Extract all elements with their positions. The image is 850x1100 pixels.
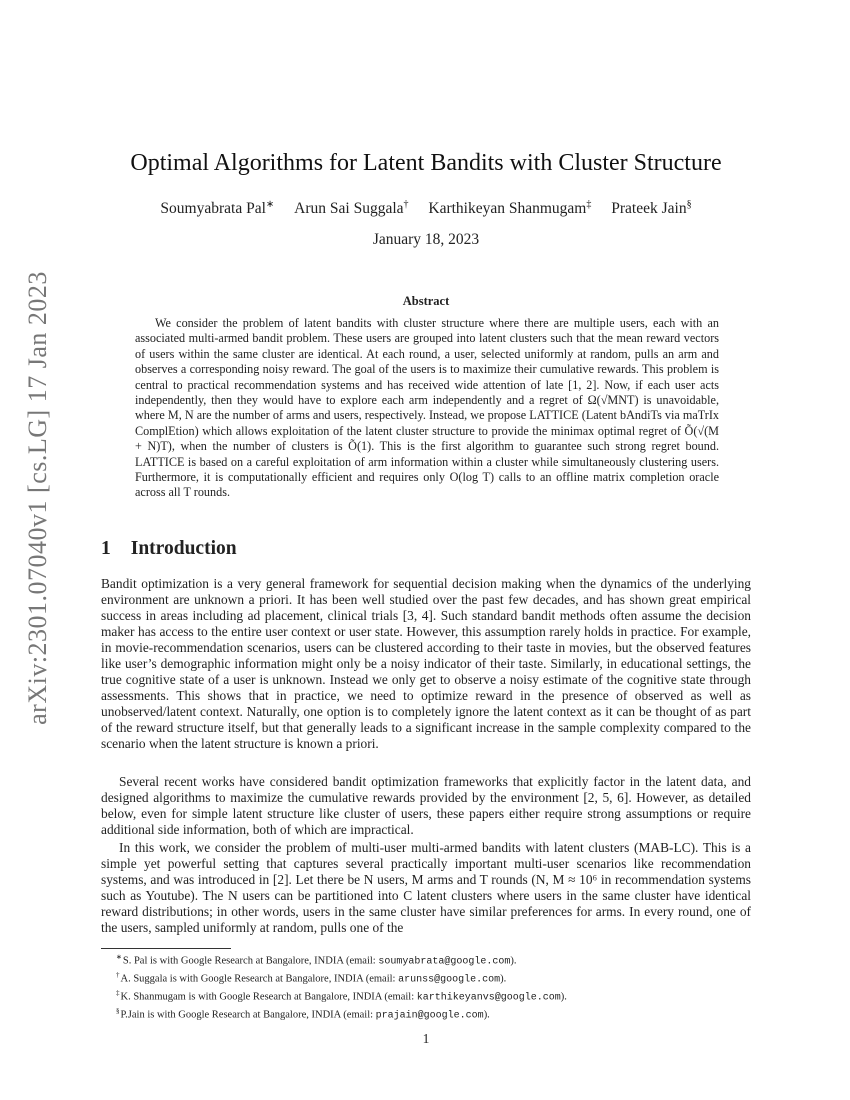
arxiv-sidebar xyxy=(18,271,58,725)
footnote-text: K. Shanmugam is with Google Research at Bangalore, INDIA (email: xyxy=(120,991,417,1003)
abstract-body: We consider the problem of latent bandits with cluster structure where there are multiple users, each with an associated multi-armed bandit problem. These users are grouped into latent clusters such that the mean reward vectors of users within the same cluster are identical. At each round, a user, selected uniformly at random, pulls an arm and observes a corresponding noisy reward. The goal of the users is to maximize their cumulative rewards. This problem is central to practical recommendation systems and has received wide attention of late [1, 2]. Now, if each user acts independently, then they would have to explore each arm independently and a regret of Ω(√MNT) is unavoidable, where M, N are the number of arms and users, respectively. Instead, we propose LATTICE (Latent bAndiTs via maTrIx ComplEtion) which allows exploitation of the latent cluster structure to provide the minimax optimal regret of Õ(√(M + N)T), when the number of clusters is Õ(1). This is the first algorithm to guarantee such strong regret bound. LATTICE is based on a careful exploitation of arm information within a cluster while simultaneously clustering users. Furthermore, it is computationally efficient and requires only O(log T) calls to an offline matrix completion oracle across all T rounds. xyxy=(135,316,719,500)
section-title: Introduction xyxy=(130,538,237,559)
author-list xyxy=(100,199,752,218)
paper-title: Optimal Algorithms for Latent Bandits with Cluster Structure xyxy=(130,150,722,176)
footnote-text: A. Suggala is with Google Research at Bangalore, INDIA (email: xyxy=(120,973,399,985)
footnote xyxy=(116,987,756,1005)
author-name: Arun Sai Suggala xyxy=(294,200,404,218)
footnote-email[interactable]: soumyabrata@google.com xyxy=(378,956,511,968)
footnote xyxy=(116,969,756,987)
page-number: 1 xyxy=(422,1031,430,1046)
arxiv-identifier: arXiv:2301.07040v1 [cs.LG] 17 Jan 2023 xyxy=(23,271,52,725)
footnote-mark: ∗ xyxy=(116,953,122,961)
footnote-email[interactable]: karthikeyanvs@google.com xyxy=(416,992,561,1004)
footnote-email[interactable]: prajain@google.com xyxy=(375,1010,484,1022)
footnote-end: ). xyxy=(510,955,517,967)
author-name: Soumyabrata Pal xyxy=(160,200,266,218)
body-paragraph: In this work, we consider the problem of multi-user multi-armed bandits with latent clusters (MAB-LC). This is a simple yet powerful setting that captures several practically important multi-user scenarios like recommendation systems, and was introduced in [2]. Let there be N users, M arms and T rounds (N, M ≈ 10⁶ in recommendation systems such as Youtube). The N users can be partitioned into C latent clusters where users in the same cluster have identical reward distributions; in other words, users in the same cluster have similar preferences for arms. In every round, one of the users, sampled uniformly at random, pulls one of the xyxy=(101,840,751,935)
footnote-end: ). xyxy=(483,1009,490,1021)
footnote-end: ). xyxy=(560,991,567,1003)
publication-date: January 18, 2023 xyxy=(372,231,480,248)
author xyxy=(160,200,274,217)
footnote-text: P.Jain is with Google Research at Bangalore, INDIA (email: xyxy=(120,1009,376,1021)
author xyxy=(611,200,691,217)
body-paragraph: Several recent works have considered bandit optimization frameworks that explicitly factor in the latent data, and designed algorithms to maximize the cumulative rewards provided by the environment [2, 5, 6]. However, as detailed below, even for simple latent structure like cluster of users, these papers either require strong assumptions or require additional side information, both of which are impractical. xyxy=(101,774,751,837)
author xyxy=(428,200,591,217)
footnote-end: ). xyxy=(500,973,507,985)
abstract-heading: Abstract xyxy=(402,294,450,308)
footnote-text: S. Pal is with Google Research at Bangalore, INDIA (email: xyxy=(122,955,379,967)
body-paragraph: Bandit optimization is a very general framework for sequential decision making when the dynamics of the underlying environment are unknown a priori. It has been well studied over the past few decades, and has shown great empirical success in areas including ad placement, clinical trials [3, 4]. Such standard bandit methods often assume the decision maker has access to the entire user context or user state. However, this assumption rarely holds in practice. For example, in movie-recommendation scenarios, users can be clustered according to their taste in movies, but the observed features like user’s demographic information might only be a noisy indicator of their taste. Similarly, in educational settings, the true cognitive state of a user is unknown. Instead we only get to observe a noisy estimate of the cognitive state through assessments. This shows that in practice, we need to optimize reward in the presence of observed as well as unobserved/latent context. Naturally, one option is to completely ignore the latent context as it can be thought of as part of the reward structure itself, but that generally leads to a significant increase in the sample complexity compared to the scenario when the latent structure is known a priori. xyxy=(101,576,751,751)
footnote-email[interactable]: arunss@google.com xyxy=(398,974,501,986)
author xyxy=(294,200,408,217)
author-footnote-mark[interactable]: § xyxy=(686,199,692,210)
footnote-divider xyxy=(101,948,231,949)
author-footnote-mark[interactable]: ∗ xyxy=(265,199,275,210)
author-footnote-mark[interactable]: † xyxy=(403,199,409,210)
footnote-mark: ‡ xyxy=(116,989,120,997)
author-footnote-mark[interactable]: ‡ xyxy=(586,199,592,210)
footnote-mark: † xyxy=(116,971,120,979)
section-heading xyxy=(101,538,237,560)
author-name: Prateek Jain xyxy=(611,200,687,218)
section-number: 1 xyxy=(101,538,111,559)
author-name: Karthikeyan Shanmugam xyxy=(428,200,587,218)
footnote xyxy=(116,951,756,969)
footnotes xyxy=(116,951,756,1023)
footnote-mark: § xyxy=(116,1007,120,1015)
footnote xyxy=(116,1005,756,1023)
